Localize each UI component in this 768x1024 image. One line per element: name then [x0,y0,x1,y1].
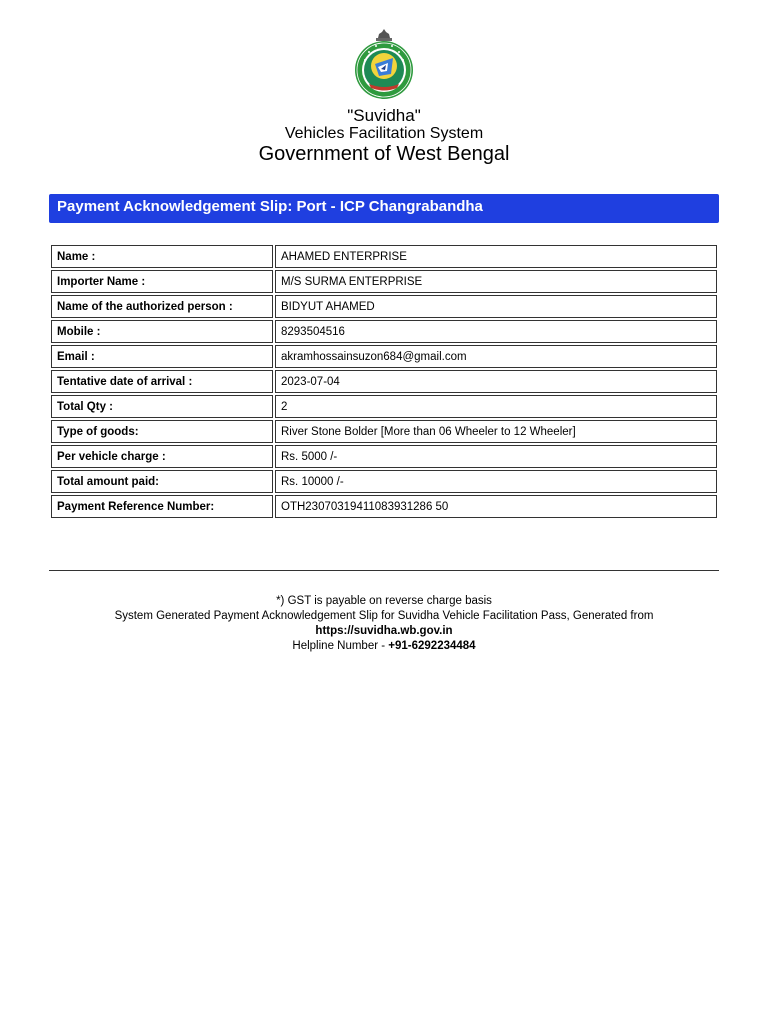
field-value: 2 [275,395,717,418]
details-row [51,245,717,268]
field-label: Tentative date of arrival : [51,370,273,393]
app-name: "Suvidha" [347,106,421,125]
field-label: Email : [51,345,273,368]
government-name: Government of West Bengal [258,143,510,165]
field-value: Rs. 5000 /- [275,445,717,468]
details-table [49,243,719,520]
divider [49,570,719,571]
field-value: 8293504516 [275,320,717,343]
field-value: akramhossainsuzon684@gmail.com [275,345,717,368]
field-label: Payment Reference Number: [51,495,273,518]
helpline-number: +91-6292234484 [388,640,476,652]
field-label: Name of the authorized person : [51,295,273,318]
header-title-block [0,106,768,166]
details-row [51,445,717,468]
helpline-label: Helpline Number - [292,640,389,652]
system-name: Vehicles Facilitation System [284,125,484,142]
slip-title-banner: Payment Acknowledgement Slip: Port - ICP Changrabandha [49,194,719,223]
field-label: Name : [51,245,273,268]
field-value: Rs. 10000 /- [275,470,717,493]
field-label: Total amount paid: [51,470,273,493]
field-label: Total Qty : [51,395,273,418]
helpline [0,639,768,654]
details-row [51,320,717,343]
details-row [51,495,717,518]
field-value: River Stone Bolder [More than 06 Wheeler to 12 Wheeler] [275,420,717,443]
details-row [51,295,717,318]
details-row [51,470,717,493]
details-row [51,345,717,368]
details-row [51,395,717,418]
details-row [51,420,717,443]
field-value: M/S SURMA ENTERPRISE [275,270,717,293]
field-value: 2023-07-04 [275,370,717,393]
generated-note: System Generated Payment Acknowledgement Slip for Suvidha Vehicle Facilitation Pass, Generated from [114,610,654,622]
west-bengal-seal-icon [345,26,423,102]
gst-note: *) GST is payable on reverse charge basis [276,595,492,607]
field-value: BIDYUT AHAMED [275,295,717,318]
field-label: Mobile : [51,320,273,343]
portal-url: https://suvidha.wb.gov.in [315,625,453,637]
field-value: AHAMED ENTERPRISE [275,245,717,268]
details-row [51,270,717,293]
field-value: OTH23070319411083931286 50 [275,495,717,518]
field-label: Per vehicle charge : [51,445,273,468]
field-label: Type of goods: [51,420,273,443]
details-row [51,370,717,393]
field-label: Importer Name : [51,270,273,293]
footer [0,594,768,654]
